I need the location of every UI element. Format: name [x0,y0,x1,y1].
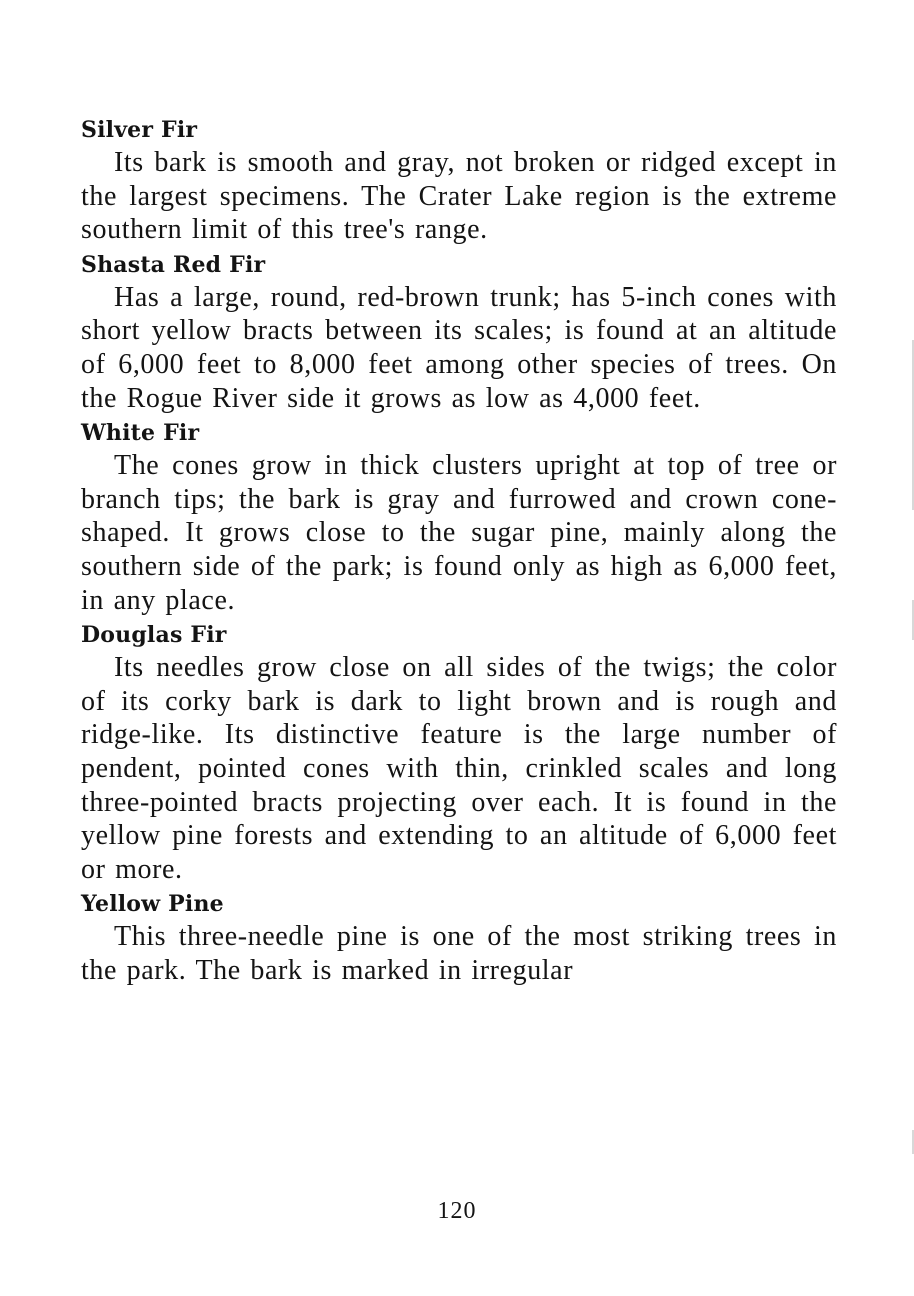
page-content [81,114,837,989]
entry-white-fir [81,417,837,617]
entry-yellow-pine [81,888,837,987]
entry-body: Its bark is smooth and gray, not broken or ridged except in the largest specimens. The Crater Lake region is the extreme southern limit of this tree's range. [81,147,837,246]
entry-heading: White Fir [81,420,200,447]
entry-shasta-red-fir [81,249,837,415]
entry-silver-fir [81,114,837,247]
page-number: 120 [437,1198,477,1224]
entry-heading: Yellow Pine [81,891,224,918]
entry-body: Its needles grow close on all sides of the twigs; the color of its corky bark is dark to light brown and is rough and ridge-like. Its distinctive feature is the large number of pendent, pointed cones with thin, crinkled scales and long three-pointed bracts projecting over each. It is found in the yellow pine forests and extending to an altitude of 6,000 feet or more. [81,652,837,885]
entry-body: This three-needle pine is one of the most striking trees in the park. The bark is marked in irregular [81,921,837,986]
entry-heading: Silver Fir [81,117,198,143]
entry-heading: Douglas Fir [81,622,227,649]
entry-body: Has a large, round, red-brown trunk; has 5-inch cones with short yellow bracts between its scales; is found at an altitude of 6,000 feet to 8,000 feet among other species of trees. On the Rogue River side it grows as low as 4,000 feet. [81,281,837,414]
entry-douglas-fir [81,619,837,886]
entry-body: The cones grow in thick clusters upright at top of tree or branch tips; the bark is gray and furrowed and crown cone-shaped. It grows close to the sugar pine, mainly along the southern side of the park; is found only as high as 6,000 feet, in any place. [81,450,837,616]
entry-heading: Shasta Red Fir [81,251,266,278]
